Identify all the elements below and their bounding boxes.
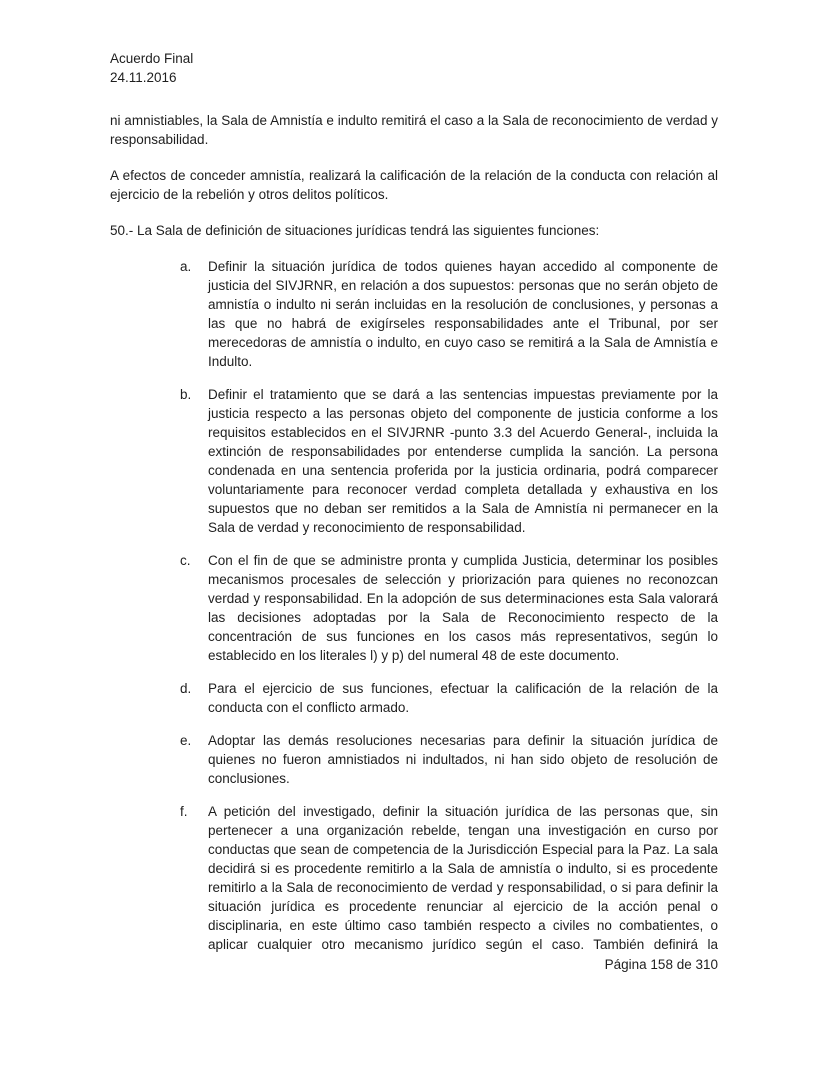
document-date: 24.11.2016 — [110, 70, 177, 85]
list-item-text: Definir la situación jurídica de todos quienes hayan accedido al componente de justicia del SIVJRNR, en relación a dos supuestos: personas que no serán objeto de amnistía o indulto ni serán incluidas en la resolución de conclusiones, y personas a las que no habrá de exigírseles responsabilidades ante el Tribunal, por ser merecedoras de amnistía o indulto, en cuyo caso se remitirá a la Sala de Amnistía e Indulto. — [208, 259, 718, 369]
paragraph-continuation: ni amnistiables, la Sala de Amnistía e indulto remitirá el caso a la Sala de reconocimiento de verdad y responsabilidad. — [110, 113, 718, 147]
list-item-text: Para el ejercicio de sus funciones, efectuar la calificación de la relación de la conducta con el conflicto armado. — [208, 681, 718, 715]
list-item — [180, 551, 718, 665]
paragraph-amnesty-effects: A efectos de conceder amnistía, realizará la calificación de la relación de la conducta con relación al ejercicio de la rebelión y otros delitos políticos. — [110, 168, 718, 202]
list-item-text: Con el fin de que se administre pronta y cumplida Justicia, determinar los posibles mecanismos procesales de selección y priorización para quienes no reconozcan verdad y responsabilidad. En la adopción de sus determinaciones esta Sala valorará las decisiones adoptadas por la Sala de Reconocimiento respecto de la concentración de sus funciones en los casos más representativos, según lo establecido en los literales l) y p) del numeral 48 de este documento. — [208, 553, 718, 663]
list-item — [180, 679, 718, 717]
document-title: Acuerdo Final — [110, 51, 194, 66]
list-item-text: Adoptar las demás resoluciones necesarias para definir la situación jurídica de quienes no fueron amnistiados ni indultados, ni han sido objeto de resolución de conclusiones. — [208, 733, 718, 786]
functions-list — [110, 257, 718, 954]
paragraph-section-50: 50.- La Sala de definición de situaciones jurídicas tendrá las siguientes funciones: — [110, 223, 600, 238]
list-item-marker: a. — [180, 259, 192, 274]
list-item — [180, 257, 718, 371]
list-item-text: A petición del investigado, definir la situación jurídica de las personas que, sin pertenecer a una organización rebelde, tengan una investigación en curso por conductas que sean de competencia de la Jurisdicción Especial para la Paz. La sala decidirá si es procedente remitirlo a la Sala de amnistía o indulto, si es procedente remitirlo a la Sala de reconocimiento de verdad y responsabilidad, o si para definir la situación jurídica es procedente renunciar al ejercicio de la acción penal o disciplinaria, en este último caso también respecto a civiles no combatientes, o aplicar cualquier otro mecanismo jurídico según el caso. También definirá la — [208, 804, 718, 952]
list-item-marker: c. — [180, 553, 191, 568]
list-item-marker: d. — [180, 681, 192, 696]
page-number: Página 158 de 310 — [604, 957, 718, 972]
list-item-marker: f. — [180, 804, 188, 819]
list-item-text: Definir el tratamiento que se dará a las sentencias impuestas previamente por la justicia respecto a las personas objeto del componente de justicia conforme a los requisitos establecidos en el SIVJRNR -punto 3.3 del Acuerdo General-, incluida la extinción de responsabilidades por entenderse cumplida la sanción. La persona condenada en una sentencia proferida por la justicia ordinaria, podrá comparecer voluntariamente para reconocer verdad completa detallada y exhaustiva en los supuestos que no deban ser remitidos a la Sala de Amnistía ni permanecer en la Sala de verdad y reconocimiento de responsabilidad. — [208, 387, 718, 535]
list-item — [180, 802, 718, 954]
list-item-marker: b. — [180, 387, 192, 402]
document-content — [110, 49, 718, 968]
page-footer — [605, 955, 718, 974]
list-item — [180, 385, 718, 537]
list-item-marker: e. — [180, 733, 192, 748]
document-header — [110, 49, 718, 87]
list-item — [180, 731, 718, 788]
